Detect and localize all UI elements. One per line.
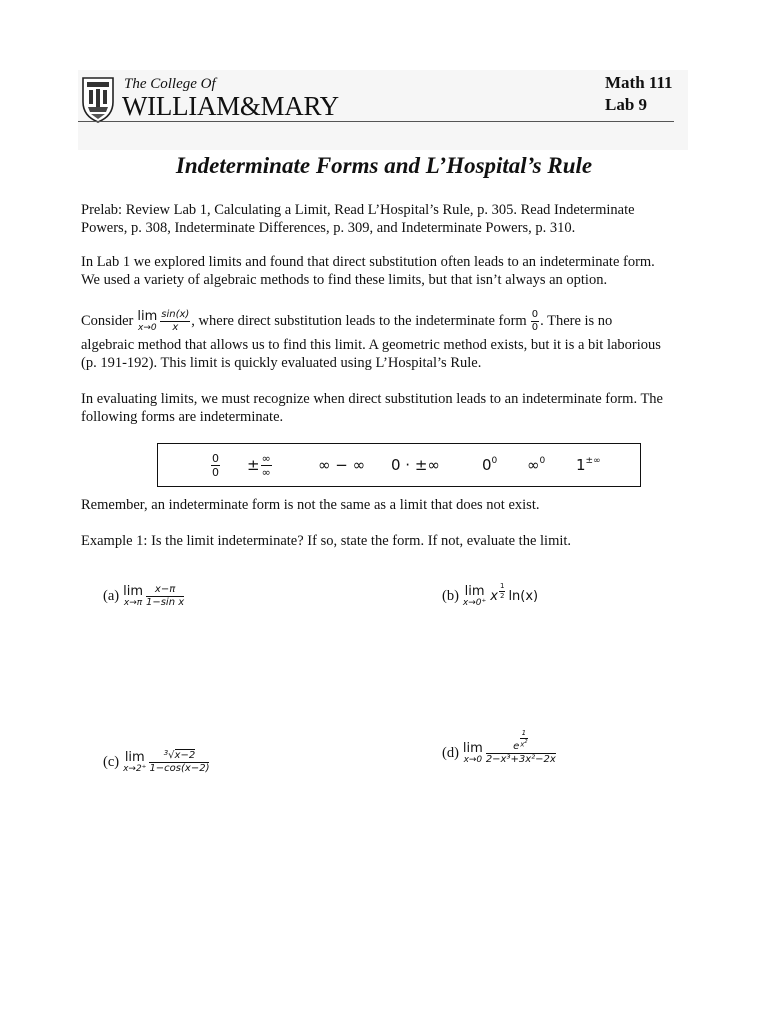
problem-d-label: (d) (442, 745, 459, 761)
radical-icon: √ (168, 750, 175, 761)
problem-d-num-exponent (520, 730, 527, 748)
problem-b-limit (463, 585, 486, 608)
problem-c-limit (123, 751, 146, 774)
consider-lim-word: lim (137, 308, 158, 324)
problem-b-base: x (490, 589, 498, 604)
form-zero-over-zero (210, 444, 221, 486)
form-2-den: ∞ (261, 465, 271, 479)
form-7-base: 1 (576, 456, 586, 474)
prelab-line-2: Powers, p. 308, Indeterminate Differences, p. 309, and Indeterminate Powers, p. 310. (81, 220, 576, 236)
logo-college-of: The College Of (124, 76, 216, 92)
problem-a-fraction (146, 585, 184, 608)
problem-b-tail: ln(x) (508, 589, 539, 604)
problem-b-exp-num: 1 (499, 582, 505, 590)
problem-c-lim-word: lim (124, 749, 145, 765)
problem-c-num (149, 750, 209, 763)
consider-suffix: . There is no (540, 313, 613, 329)
problem-c-radicand: x−2 (174, 750, 196, 761)
consider-fraction (160, 310, 190, 333)
problem-d-lim-sub: x→0 (463, 755, 483, 765)
form-6-exp: 0 (539, 456, 546, 466)
example-1-prompt: Example 1: Is the limit indeterminate? If so, state the form. If not, evaluate the limit. (81, 533, 572, 549)
college-logo (80, 74, 340, 126)
form-zero-times-inf: 0 · ±∞ (391, 456, 440, 474)
problem-a-lim-word: lim (123, 584, 143, 599)
problem-d-exp-top: 1 (521, 729, 527, 737)
problem-d-exp-pow: 2 (524, 739, 528, 745)
consider-limit (137, 310, 157, 333)
crest-icon (80, 74, 116, 124)
lab-number: Lab 9 (605, 95, 648, 114)
intro-line-2: We used a variety of algebraic methods to find these limits, but that isn’t always an option. (81, 272, 608, 288)
problem-b-exponent (499, 583, 505, 600)
form-7-exp: ±∞ (585, 456, 601, 466)
intro-line-1: In Lab 1 we explored limits and found that direct substitution often leads to an indeterminate form. (81, 254, 655, 270)
consider-form-den: 0 (531, 321, 539, 333)
consider-form-num: 0 (531, 308, 539, 320)
course-info (605, 72, 673, 116)
form-one-power-inf (576, 444, 601, 486)
prelab-paragraph (81, 201, 691, 237)
consider-line-1 (81, 306, 691, 336)
problem-c-label: (c) (103, 753, 120, 770)
consider-form-fraction (531, 310, 539, 333)
problem-a (103, 585, 185, 608)
problem-d-num (486, 729, 556, 754)
problem-b-lim-word: lim (464, 584, 485, 599)
form-1-den: 0 (212, 465, 219, 479)
consider-line-2: algebraic method that allows us to find this limit. A geometric method exists, but it is a bit laborious (81, 337, 661, 353)
problem-a-lim-sub: x→π (123, 598, 143, 608)
form-inf-power-zero (527, 444, 545, 486)
recognize-paragraph (81, 390, 691, 426)
problem-d-lim-word: lim (462, 741, 483, 756)
remember-paragraph: Remember, an indeterminate form is not the same as a limit that does not exist. (81, 497, 540, 513)
form-zero-power-zero (482, 444, 497, 486)
form-1-fraction (211, 453, 220, 478)
recognize-line-1: In evaluating limits, we must recognize when direct substitution leads to an indeterminate form. The (81, 391, 663, 407)
problem-d-limit (463, 742, 483, 765)
problem-b-label: (b) (442, 588, 459, 604)
form-5-base: 0 (482, 456, 492, 474)
page-title: Indeterminate Forms and L’Hospital’s Rule (175, 153, 593, 178)
problem-d-exp-var: x (520, 740, 525, 749)
indeterminate-forms-box (157, 443, 641, 487)
course-number: Math 111 (605, 73, 673, 92)
form-inf-over-inf (247, 444, 273, 486)
consider-paragraph (81, 306, 691, 372)
problem-c-lim-sub: x→2⁺ (123, 763, 147, 774)
problem-c-fraction (149, 750, 209, 774)
form-1-num: 0 (212, 451, 219, 465)
problem-d-den: 2−x³+3x²−2x (485, 754, 556, 765)
form-6-base: ∞ (527, 456, 540, 474)
consider-prefix: Consider (81, 313, 134, 329)
problem-c-root-index: 3 (163, 749, 169, 757)
problem-d-exp-bottom (520, 739, 527, 748)
problem-b (442, 582, 539, 608)
problem-c-den: 1−cos(x−2) (149, 763, 210, 774)
problem-a-limit (123, 585, 143, 608)
consider-line-3: (p. 191-192). This limit is quickly evaluated using L’Hospital’s Rule. (81, 355, 482, 371)
consider-frac-num: sin(x) (161, 308, 190, 320)
logo-william-mary: WILLIAM&MARY (122, 91, 339, 121)
prelab-line-1: Prelab: Review Lab 1, Calculating a Limit, Read L’Hospital’s Rule, p. 305. Read Indeterminate (81, 202, 635, 218)
form-2-sign: ± (247, 456, 260, 474)
problem-b-lim-sub: x→0⁺ (462, 598, 487, 608)
form-2-num: ∞ (261, 451, 271, 465)
problem-d (442, 729, 557, 765)
form-2-fraction (261, 453, 272, 478)
header-divider (78, 121, 674, 122)
problem-b-exp-den: 2 (499, 592, 505, 600)
problem-a-label: (a) (103, 588, 120, 604)
problem-c (103, 750, 210, 774)
form-inf-minus-inf: ∞ − ∞ (318, 456, 366, 474)
problem-a-den: 1−sin x (145, 597, 185, 608)
problem-d-num-base: e (513, 741, 520, 752)
intro-paragraph (81, 253, 691, 289)
consider-mid: , where direct substitution leads to the indeterminate form (191, 313, 527, 329)
recognize-line-2: following forms are indeterminate. (81, 409, 284, 425)
consider-frac-den: x (172, 321, 179, 333)
problem-a-num: x−π (146, 585, 184, 597)
problem-d-fraction (485, 729, 556, 765)
consider-lim-sub: x→0 (138, 322, 157, 333)
form-5-exp: 0 (491, 456, 498, 466)
